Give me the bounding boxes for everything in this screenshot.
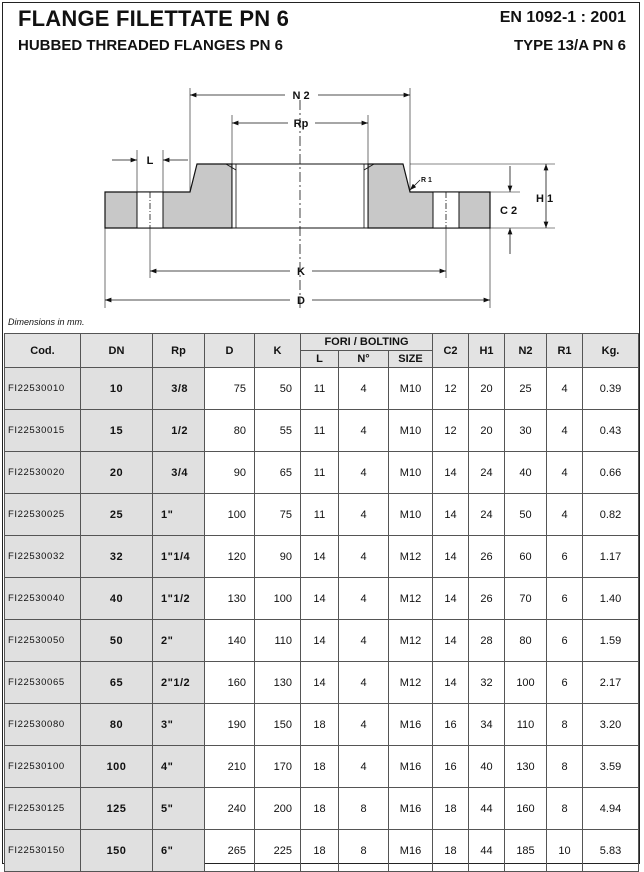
flange-body-left (105, 164, 232, 228)
cell-r1: 8 (547, 704, 583, 746)
cell-l: 11 (301, 494, 339, 536)
header-dn: DN (81, 334, 153, 368)
cell-c2: 14 (433, 494, 469, 536)
table-row (5, 494, 639, 536)
cell-d: 75 (205, 368, 255, 410)
cell-size: M10 (389, 452, 433, 494)
cell-d: 80 (205, 410, 255, 452)
cell-h1: 20 (469, 368, 505, 410)
cell-n: 4 (339, 452, 389, 494)
cell-l: 18 (301, 830, 339, 872)
header-d: D (205, 334, 255, 368)
cell-cod: FI22530032 (5, 536, 81, 578)
cell-rp: 4" (153, 746, 205, 788)
cell-l: 11 (301, 410, 339, 452)
cell-h1: 44 (469, 788, 505, 830)
cell-dn: 10 (81, 368, 153, 410)
cell-kg: 0.43 (583, 410, 639, 452)
cell-rp: 5" (153, 788, 205, 830)
header-rp: Rp (153, 334, 205, 368)
cell-k: 75 (255, 494, 301, 536)
header-n2: N2 (505, 334, 547, 368)
cell-kg: 4.94 (583, 788, 639, 830)
cell-r1: 6 (547, 536, 583, 578)
cell-dn: 150 (81, 830, 153, 872)
title-italian: FLANGE FILETTATE PN 6 (18, 6, 290, 31)
table-row (5, 746, 639, 788)
cell-size: M10 (389, 410, 433, 452)
table-row (5, 830, 639, 872)
cell-r1: 6 (547, 578, 583, 620)
flange-cross-section-drawing (0, 60, 644, 320)
cell-rp: 1"1/2 (153, 578, 205, 620)
cell-dn: 40 (81, 578, 153, 620)
cell-n2: 130 (505, 746, 547, 788)
cell-h1: 34 (469, 704, 505, 746)
cell-c2: 16 (433, 746, 469, 788)
cell-l: 18 (301, 704, 339, 746)
cell-l: 14 (301, 662, 339, 704)
cell-r1: 8 (547, 788, 583, 830)
cell-n: 4 (339, 704, 389, 746)
cell-size: M16 (389, 704, 433, 746)
header-cod: Cod. (5, 334, 81, 368)
cell-c2: 18 (433, 788, 469, 830)
header-r1: R1 (547, 334, 583, 368)
cell-h1: 32 (469, 662, 505, 704)
cell-c2: 14 (433, 452, 469, 494)
cell-n: 8 (339, 788, 389, 830)
cell-size: M16 (389, 830, 433, 872)
cell-c2: 14 (433, 578, 469, 620)
cell-n: 4 (339, 494, 389, 536)
cell-h1: 40 (469, 746, 505, 788)
cell-n2: 25 (505, 368, 547, 410)
cell-size: M12 (389, 536, 433, 578)
cell-dn: 25 (81, 494, 153, 536)
cell-c2: 16 (433, 704, 469, 746)
cell-k: 130 (255, 662, 301, 704)
header-h1: H1 (469, 334, 505, 368)
header-bolting-group: FORI / BOLTING (301, 334, 433, 351)
cell-k: 55 (255, 410, 301, 452)
cell-size: M16 (389, 788, 433, 830)
cell-kg: 1.40 (583, 578, 639, 620)
cell-cod: FI22530080 (5, 704, 81, 746)
cell-dn: 80 (81, 704, 153, 746)
header-size: SIZE (389, 351, 433, 368)
cell-rp: 1"1/4 (153, 536, 205, 578)
header-n: N° (339, 351, 389, 368)
cell-kg: 0.39 (583, 368, 639, 410)
cell-dn: 125 (81, 788, 153, 830)
cell-kg: 5.83 (583, 830, 639, 872)
cell-r1: 4 (547, 368, 583, 410)
table-row (5, 620, 639, 662)
dim-rp-label: Rp (293, 118, 309, 130)
cell-h1: 44 (469, 830, 505, 872)
table-row (5, 662, 639, 704)
cell-n2: 60 (505, 536, 547, 578)
cell-cod: FI22530020 (5, 452, 81, 494)
cell-h1: 20 (469, 410, 505, 452)
cell-l: 14 (301, 536, 339, 578)
cell-cod: FI22530015 (5, 410, 81, 452)
cell-l: 18 (301, 746, 339, 788)
cell-n2: 160 (505, 788, 547, 830)
cell-k: 100 (255, 578, 301, 620)
cell-n: 4 (339, 410, 389, 452)
dim-l-label: L (146, 155, 154, 167)
cell-r1: 10 (547, 830, 583, 872)
cell-dn: 65 (81, 662, 153, 704)
header-l: L (301, 351, 339, 368)
type-label: TYPE 13/A PN 6 (514, 37, 626, 54)
cell-dn: 50 (81, 620, 153, 662)
cell-n2: 110 (505, 704, 547, 746)
dim-r1-label: R 1 (421, 177, 432, 184)
cell-l: 11 (301, 368, 339, 410)
cell-c2: 12 (433, 410, 469, 452)
cell-h1: 24 (469, 452, 505, 494)
cell-n2: 40 (505, 452, 547, 494)
cell-h1: 26 (469, 578, 505, 620)
cell-k: 170 (255, 746, 301, 788)
cell-l: 14 (301, 578, 339, 620)
cell-rp: 2"1/2 (153, 662, 205, 704)
cell-k: 90 (255, 536, 301, 578)
cell-n: 4 (339, 662, 389, 704)
cell-c2: 14 (433, 620, 469, 662)
dim-d-label: D (297, 295, 305, 307)
cell-l: 14 (301, 620, 339, 662)
cell-c2: 14 (433, 536, 469, 578)
cell-size: M10 (389, 494, 433, 536)
cell-k: 50 (255, 368, 301, 410)
cell-l: 18 (301, 788, 339, 830)
cell-d: 190 (205, 704, 255, 746)
cell-kg: 0.82 (583, 494, 639, 536)
dimensions-note: Dimensions in mm. (8, 317, 85, 327)
dim-n2-label: N 2 (292, 90, 310, 102)
cell-n2: 30 (505, 410, 547, 452)
cell-cod: FI22530125 (5, 788, 81, 830)
flange-spec-table (4, 333, 639, 872)
table-row (5, 788, 639, 830)
cell-size: M12 (389, 620, 433, 662)
cell-rp: 1/2 (153, 410, 205, 452)
cell-n: 8 (339, 830, 389, 872)
cell-c2: 18 (433, 830, 469, 872)
table-row (5, 368, 639, 410)
cell-n2: 80 (505, 620, 547, 662)
cell-r1: 6 (547, 620, 583, 662)
cell-d: 90 (205, 452, 255, 494)
cell-h1: 24 (469, 494, 505, 536)
cell-rp: 3/8 (153, 368, 205, 410)
cell-k: 200 (255, 788, 301, 830)
cell-n: 4 (339, 368, 389, 410)
cell-l: 11 (301, 452, 339, 494)
cell-d: 100 (205, 494, 255, 536)
cell-size: M12 (389, 578, 433, 620)
cell-k: 225 (255, 830, 301, 872)
cell-rp: 1" (153, 494, 205, 536)
cell-k: 65 (255, 452, 301, 494)
cell-n2: 70 (505, 578, 547, 620)
cell-h1: 26 (469, 536, 505, 578)
cell-kg: 1.17 (583, 536, 639, 578)
cell-dn: 15 (81, 410, 153, 452)
cell-cod: FI22530150 (5, 830, 81, 872)
standard-label: EN 1092-1 : 2001 (499, 9, 626, 26)
dim-k-label: K (297, 266, 305, 278)
cell-kg: 1.59 (583, 620, 639, 662)
cell-k: 110 (255, 620, 301, 662)
cell-r1: 4 (547, 494, 583, 536)
cell-cod: FI22530100 (5, 746, 81, 788)
table-body (5, 368, 639, 872)
cell-d: 160 (205, 662, 255, 704)
cell-size: M10 (389, 368, 433, 410)
cell-dn: 100 (81, 746, 153, 788)
dim-h1-label: H 1 (536, 193, 554, 205)
table-row (5, 704, 639, 746)
cell-n: 4 (339, 620, 389, 662)
cell-n: 4 (339, 746, 389, 788)
cell-d: 240 (205, 788, 255, 830)
header-kg: Kg. (583, 334, 639, 368)
cell-c2: 12 (433, 368, 469, 410)
cell-kg: 2.17 (583, 662, 639, 704)
cell-n2: 185 (505, 830, 547, 872)
cell-cod: FI22530040 (5, 578, 81, 620)
cell-kg: 3.20 (583, 704, 639, 746)
cell-size: M16 (389, 746, 433, 788)
cell-kg: 0.66 (583, 452, 639, 494)
cell-d: 130 (205, 578, 255, 620)
cell-n2: 50 (505, 494, 547, 536)
cell-r1: 6 (547, 662, 583, 704)
cell-cod: FI22530025 (5, 494, 81, 536)
cell-rp: 6" (153, 830, 205, 872)
cell-r1: 4 (547, 452, 583, 494)
header-k: K (255, 334, 301, 368)
header-c2: C2 (433, 334, 469, 368)
cell-n: 4 (339, 536, 389, 578)
cell-r1: 4 (547, 410, 583, 452)
cell-k: 150 (255, 704, 301, 746)
cell-n: 4 (339, 578, 389, 620)
cell-d: 140 (205, 620, 255, 662)
cell-dn: 32 (81, 536, 153, 578)
cell-d: 120 (205, 536, 255, 578)
cell-cod: FI22530065 (5, 662, 81, 704)
cell-d: 210 (205, 746, 255, 788)
cell-r1: 8 (547, 746, 583, 788)
cell-d: 265 (205, 830, 255, 872)
table-row (5, 410, 639, 452)
flange-body-right (368, 164, 490, 228)
title-english: HUBBED THREADED FLANGES PN 6 (18, 37, 284, 54)
cell-cod: FI22530010 (5, 368, 81, 410)
cell-rp: 3" (153, 704, 205, 746)
cell-size: M12 (389, 662, 433, 704)
cell-kg: 3.59 (583, 746, 639, 788)
dim-c2-label: C 2 (500, 205, 518, 217)
cell-rp: 3/4 (153, 452, 205, 494)
table-row (5, 536, 639, 578)
table-row (5, 452, 639, 494)
cell-dn: 20 (81, 452, 153, 494)
cell-c2: 14 (433, 662, 469, 704)
cell-cod: FI22530050 (5, 620, 81, 662)
cell-rp: 2" (153, 620, 205, 662)
table-row (5, 578, 639, 620)
cell-n2: 100 (505, 662, 547, 704)
cell-h1: 28 (469, 620, 505, 662)
